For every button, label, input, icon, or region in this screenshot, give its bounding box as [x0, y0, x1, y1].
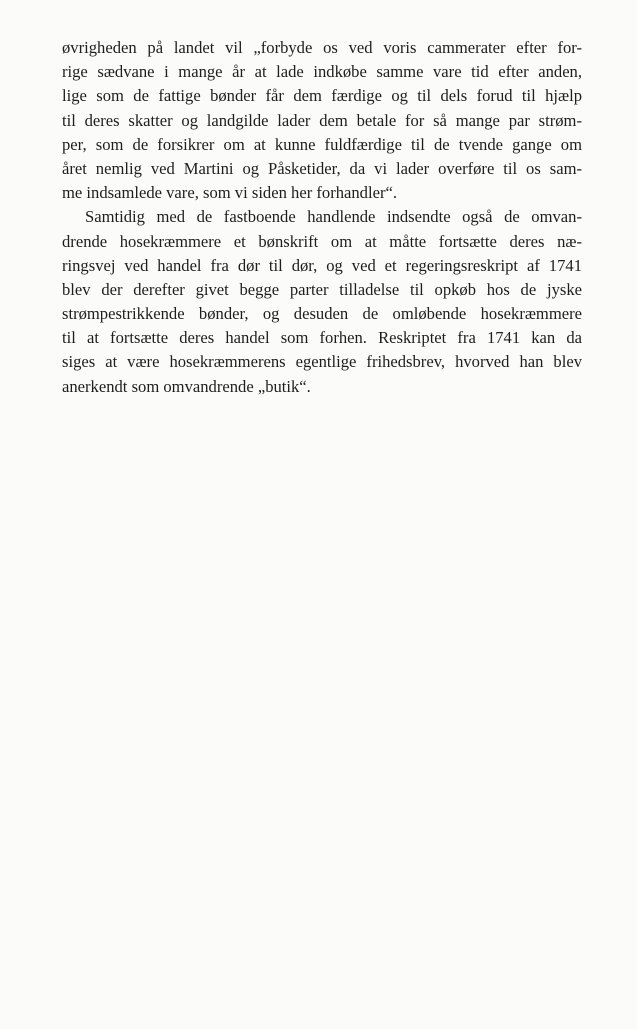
text-line: siges at være hosekræmmerens egentlige frihedsbrev, hvorved han blev [62, 352, 582, 372]
text-line: Samtidig med de fastboende handlende indsendte også de omvan- [85, 207, 582, 227]
text-line: per, som de forsikrer om at kunne fuldfærdige til de tvende gange om [62, 134, 582, 154]
text-line: til deres skatter og landgilde lader dem betale for så mange par strøm- [62, 110, 582, 130]
text-line: anerkendt som omvandrende „butik“. [62, 376, 311, 396]
body-text [62, 36, 582, 399]
text-line: ringsvej ved handel fra dør til dør, og ved et regeringsreskript af 1741 [62, 255, 582, 275]
text-line: lige som de fattige bønder får dem færdige og til dels forud til hjælp [62, 86, 582, 106]
text-line: me indsamlede vare, som vi siden her forhandler“. [62, 183, 397, 203]
text-line: øvrigheden på landet vil „forbyde os ved voris cammerater efter for- [62, 38, 582, 57]
text-line: året nemlig ved Martini og Påsketider, da vi lader overføre til os sam- [62, 158, 582, 178]
text-line: rige sædvane i mange år at lade indkøbe samme vare tid efter anden, [62, 62, 582, 82]
text-line: strømpestrikkende bønder, og desuden de omløbende hosekræmmere [62, 304, 582, 324]
text-line: blev der derefter givet begge parter tilladelse til opkøb hos de jyske [62, 279, 582, 299]
text-line: drende hosekræmmere et bønskrift om at måtte fortsætte deres næ- [62, 231, 582, 251]
text-line: til at fortsætte deres handel som forhen. Reskriptet fra 1741 kan da [62, 328, 582, 348]
paragraph-1 [62, 36, 582, 205]
paragraph-2 [62, 205, 582, 399]
